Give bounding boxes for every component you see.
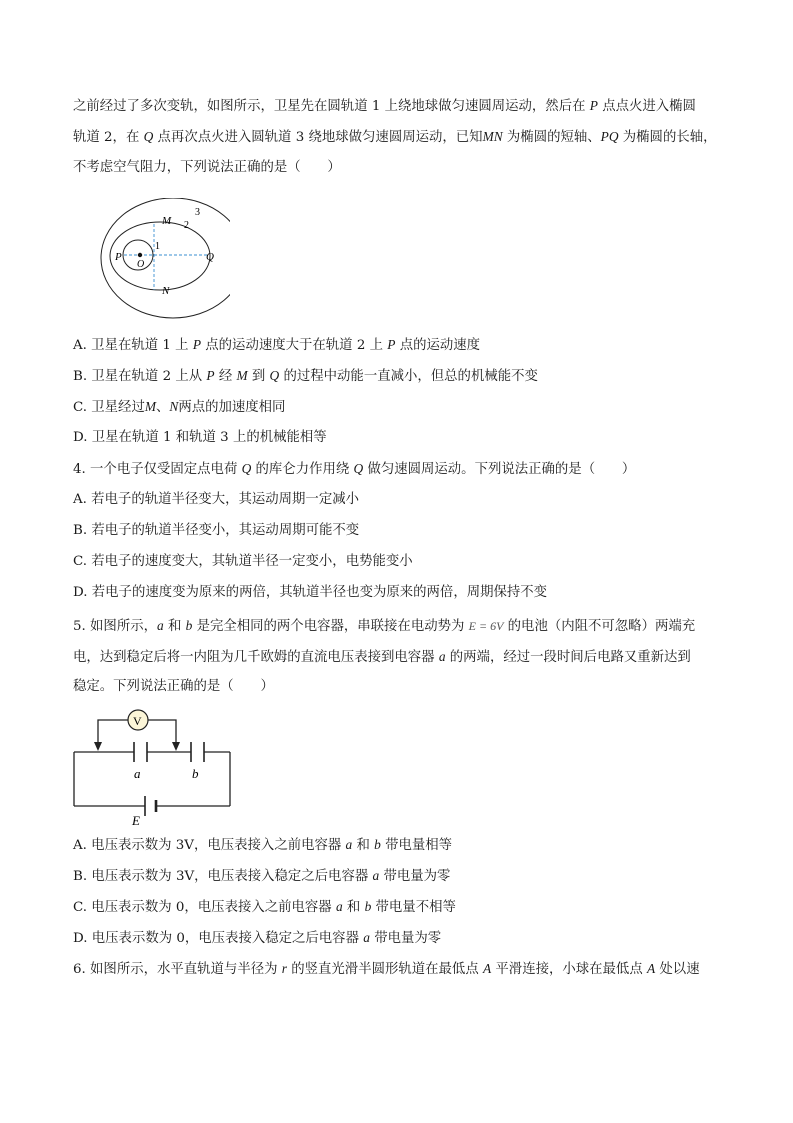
q6-stem-line-1: 6. 如图所示，水平直轨道与半径为 r 的竖直光滑半圆形轨道在最低点 A 平滑连接，小球在最低点 A 处以速: [73, 961, 700, 977]
q5-stem-line-1: 5. 如图所示，a 和 b 是完全相同的两个电容器，串联接在电动势为 E = 6V 的电池（内阻不可忽略）两端充: [73, 618, 696, 634]
arrow-right: [172, 742, 180, 751]
emf-formula: E = 6V: [468, 619, 504, 633]
label-m: M: [162, 215, 172, 227]
q3-stem-line-3: 不考虑空气阻力，下列说法正确的是（ ）: [73, 160, 341, 175]
circuit-diagram: [70, 708, 235, 826]
label-n: N: [162, 285, 170, 297]
label-3: 3: [195, 207, 200, 218]
label-p: P: [115, 251, 122, 263]
q5-option-b[interactable]: B. 电压表示数为 3V，电压表接入稳定之后电容器 a 带电量为零: [73, 868, 451, 884]
q4-stem: 4. 一个电子仅受固定点电荷 Q 的库仑力作用绕 Q 做匀速圆周运动。下列说法正确的是（ ）: [73, 461, 636, 477]
label-a: a: [134, 766, 141, 781]
q5-option-d[interactable]: D. 电压表示数为 0，电压表接入稳定之后电容器 a 带电量为零: [73, 930, 442, 946]
q5-option-c[interactable]: C. 电压表示数为 0，电压表接入之前电容器 a 和 b 带电量不相等: [73, 899, 456, 915]
q5-option-a[interactable]: A. 电压表示数为 3V，电压表接入之前电容器 a 和 b 带电量相等: [73, 837, 453, 853]
q3-option-a[interactable]: A. 卫星在轨道 1 上 P 点的运动速度大于在轨道 2 上 P 点的运动速度: [73, 337, 481, 353]
orbit-diagram: [100, 198, 230, 322]
orbit-2-ellipse: [110, 222, 210, 290]
q5-stem-line-2: 电，达到稳定后将一内阻为几千欧姆的直流电压表接到电容器 a 的两端，经过一段时间后电路又重新达到: [73, 649, 691, 665]
q4-option-d[interactable]: D. 若电子的速度变为原来的两倍，其轨道半径也变为原来的两倍，周期保持不变: [73, 585, 548, 600]
label-b: b: [192, 766, 199, 781]
q3-stem-line-2: 轨道 2，在 Q 点再次点火进入圆轨道 3 绕地球做匀速圆周运动，已知MN 为椭圆的短轴、PQ 为椭圆的长轴，: [73, 129, 717, 145]
q4-option-a[interactable]: A. 若电子的轨道半径变大，其运动周期一定减小: [73, 492, 359, 507]
label-o: O: [137, 259, 145, 270]
q3-option-b[interactable]: B. 卫星在轨道 2 上从 P 经 M 到 Q 的过程中动能一直减小，但总的机械能不变: [73, 368, 538, 384]
q3-stem-line-1: 之前经过了多次变轨，如图所示，卫星先在圆轨道 1 上绕地球做匀速圆周运动，然后在 P 点点火进入椭圆: [73, 98, 696, 114]
q4-option-b[interactable]: B. 若电子的轨道半径变小，其运动周期可能不变: [73, 523, 360, 538]
q5-stem-line-3: 稳定。下列说法正确的是（ ）: [73, 679, 274, 694]
voltmeter-label: V: [133, 714, 142, 728]
q3-option-c[interactable]: C. 卫星经过M、N两点的加速度相同: [73, 399, 286, 415]
q4-option-c[interactable]: C. 若电子的速度变大，其轨道半径一定变小，电势能变小: [73, 554, 413, 569]
q3-option-d[interactable]: D. 卫星在轨道 1 和轨道 3 上的机械能相等: [73, 430, 327, 445]
arrow-left: [94, 742, 102, 751]
label-2: 2: [184, 220, 189, 231]
label-e: E: [132, 813, 140, 826]
label-q: Q: [206, 251, 214, 263]
earth-dot: [138, 253, 142, 257]
label-1: 1: [155, 241, 160, 252]
